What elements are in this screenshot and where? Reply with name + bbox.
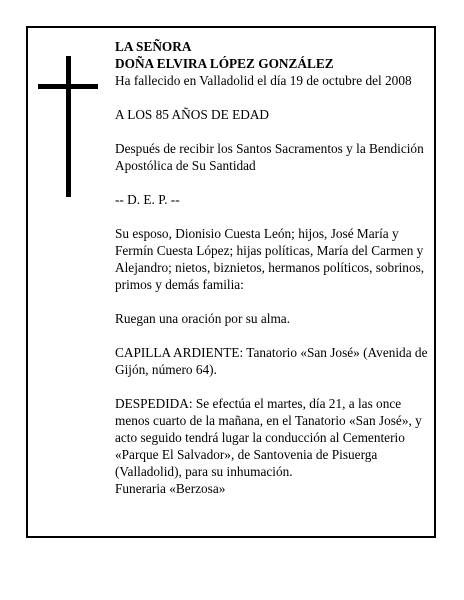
sacraments-line: Después de recibir los Santos Sacramentos y la Bendición Apostólica de Su Santidad (115, 141, 424, 173)
prayer-line: Ruegan una oración por su alma. (115, 311, 291, 326)
farewell-line: DESPEDIDA: Se efectúa el martes, día 21, a las once menos cuarto de la mañana, en el Tanatorio «San José», y acto seguido tendrá lugar la conducción al Cementerio «Parque El Salvador», de Santovenia de Pisuerga (Valladolid), para su inhumación. (115, 396, 422, 479)
dep-line: -- D. E. P. -- (115, 192, 180, 207)
age-line: A LOS 85 AÑOS DE EDAD (115, 107, 270, 122)
family-line: Su esposo, Dionisio Cuesta León; hijos, José María y Fermín Cuesta López; hijas políticas, María del Carmen y Alejandro; nietos, biznietos, hermanos políticos, sobrinos, primos y demás familia: (115, 226, 425, 292)
death-announcement: Ha fallecido en Valladolid el día 19 de octubre del 2008 (115, 73, 412, 88)
cross-icon-bar (38, 84, 98, 89)
notice-title: LA SEÑORA (115, 39, 192, 54)
funeral-home-line: Funeraria «Berzosa» (115, 481, 226, 496)
chapel-line: CAPILLA ARDIENTE: Tanatorio «San José» (Avenida de Gijón, número 64). (115, 345, 428, 377)
deceased-name: DOÑA ELVIRA LÓPEZ GONZÁLEZ (115, 56, 334, 71)
obituary-text (115, 38, 433, 497)
cross-icon (66, 56, 71, 197)
